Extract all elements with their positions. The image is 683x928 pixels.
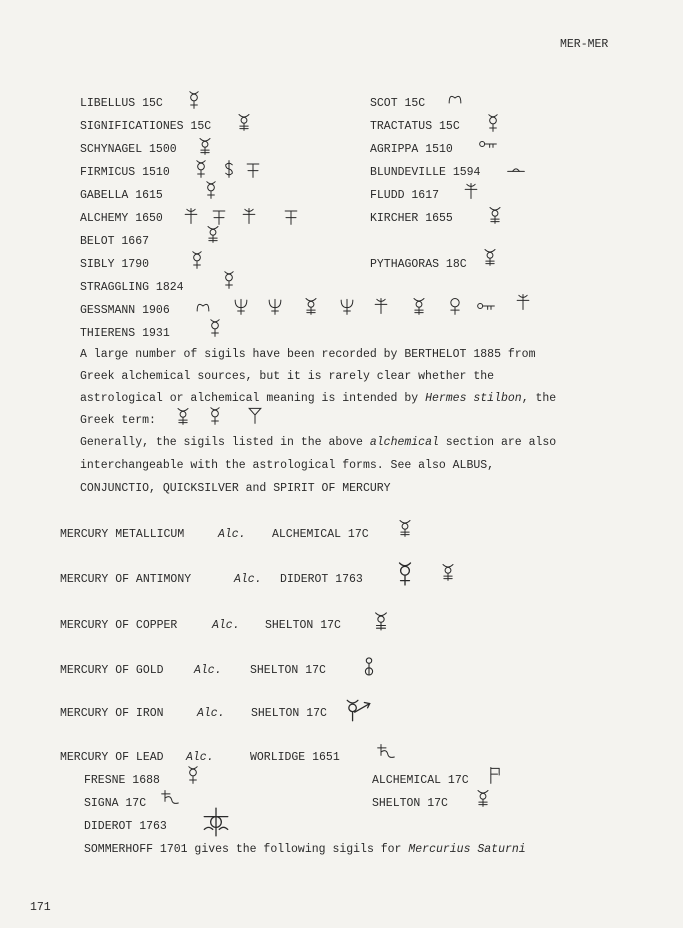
entry-term: MERCURY METALLICUM bbox=[60, 528, 185, 541]
mercury-sigil-icon bbox=[372, 604, 390, 638]
mercury-sigil-icon bbox=[174, 406, 192, 426]
mercury-sigil-icon bbox=[206, 406, 224, 426]
trident-sigil-icon bbox=[410, 296, 428, 316]
mercury-sigil-icon bbox=[220, 270, 238, 290]
paragraph-line: A large number of sigils have been recorded by BERTHELOT 1885 from bbox=[80, 348, 536, 361]
ram-sigil-icon bbox=[194, 296, 212, 316]
entry-term: MERCURY OF COPPER bbox=[60, 619, 178, 632]
entry-firmicus: FIRMICUS 1510 bbox=[80, 166, 170, 179]
entry-libellus: LIBELLUS 15C bbox=[80, 97, 163, 110]
closing-text: SOMMERHOFF 1701 gives the following sigils for bbox=[84, 843, 409, 856]
sub-entry-diderot: DIDEROT 1763 bbox=[84, 820, 167, 833]
key-sigil-icon bbox=[474, 296, 498, 316]
sub-entry-shelton: SHELTON 17C bbox=[372, 797, 448, 810]
entry-term: MERCURY OF IRON bbox=[60, 707, 164, 720]
sun-sigil-icon bbox=[446, 296, 464, 316]
entry-alchemy: ALCHEMY 1650 bbox=[80, 212, 163, 225]
entry-significationes: SIGNIFICATIONES 15C bbox=[80, 120, 212, 133]
trident-sigil-icon bbox=[266, 296, 284, 316]
entry-belot: BELOT 1667 bbox=[80, 235, 150, 248]
paragraph-text: , the bbox=[521, 392, 557, 405]
paragraph-text: Generally, the sigils listed in the above bbox=[80, 436, 370, 449]
cross-sigil-icon bbox=[462, 181, 480, 201]
entry-gessmann: GESSMANN 1906 bbox=[80, 304, 170, 317]
trident-sigil-icon bbox=[302, 296, 320, 316]
paragraph-text: astrological or alchemical meaning is intended by bbox=[80, 392, 426, 405]
mercury-sigil-icon bbox=[396, 518, 414, 538]
phi-sigil-icon bbox=[200, 806, 232, 838]
closing-italic: Mercurius Saturni bbox=[408, 843, 526, 856]
sub-entry-alchemical: ALCHEMICAL 17C bbox=[372, 774, 469, 787]
entry-schynagel: SCHYNAGEL 1500 bbox=[80, 143, 177, 156]
mercury-sigil-icon bbox=[202, 180, 220, 200]
entry-blundeville: BLUNDEVILLE 1594 bbox=[370, 166, 481, 179]
entry-tag: Alc. bbox=[212, 619, 240, 632]
tri-sigil-icon bbox=[246, 405, 264, 425]
entry-tag: Alc. bbox=[197, 707, 225, 720]
entry-tag: Alc. bbox=[234, 573, 262, 586]
line-sigil-icon bbox=[504, 158, 528, 178]
mercury-sigil-icon bbox=[183, 90, 205, 110]
flag-sigil-icon bbox=[486, 765, 504, 785]
cross-sigil-icon bbox=[514, 292, 532, 312]
entry-tag: Alc. bbox=[194, 664, 222, 677]
trident-sigil-icon bbox=[232, 296, 250, 316]
mercury-sigil-icon bbox=[394, 560, 416, 588]
mercury-sigil-icon bbox=[235, 112, 253, 132]
paragraph-line bbox=[80, 392, 556, 405]
page-number: 171 bbox=[30, 901, 51, 914]
closing-line bbox=[84, 843, 526, 856]
paragraph-italic: Hermes stilbon bbox=[425, 392, 522, 405]
mercury-sigil-icon bbox=[188, 250, 206, 270]
entry-tag: Alc. bbox=[218, 528, 246, 541]
entry-source: ALCHEMICAL 17C bbox=[272, 528, 369, 541]
trident-sigil-icon bbox=[338, 296, 356, 316]
entry-tractatus: TRACTATUS 15C bbox=[370, 120, 460, 133]
mercury-sigil-icon bbox=[192, 159, 210, 179]
entry-gabella: GABELLA 1615 bbox=[80, 189, 163, 202]
saturn-sigil-icon bbox=[372, 742, 400, 762]
entry-thierens: THIERENS 1931 bbox=[80, 327, 170, 340]
entry-pythagoras: PYTHAGORAS 18C bbox=[370, 258, 467, 271]
paragraph-italic: alchemical bbox=[369, 436, 439, 449]
orb-sigil-icon bbox=[360, 650, 378, 682]
entry-agrippa: AGRIPPA 1510 bbox=[370, 143, 453, 156]
saturn-sigil-icon bbox=[474, 788, 492, 808]
mercury-sigil-icon bbox=[482, 113, 504, 133]
entry-scot: SCOT 15C bbox=[370, 97, 426, 110]
mercury-sigil-icon bbox=[184, 765, 202, 785]
mercury-sigil-icon bbox=[204, 224, 222, 244]
saturn-sigil-icon bbox=[158, 788, 182, 808]
entry-fludd: FLUDD 1617 bbox=[370, 189, 440, 202]
cross-sigil-icon bbox=[182, 206, 200, 226]
paragraph-line: interchangeable with the astrological forms. See also ALBUS, bbox=[80, 459, 495, 472]
entry-source: SHELTON 17C bbox=[265, 619, 341, 632]
dollar-sigil-icon bbox=[220, 159, 238, 179]
ram-sigil-icon bbox=[446, 88, 464, 108]
cross-sigil-icon bbox=[372, 296, 390, 316]
paragraph-line: CONJUNCTIO, QUICKSILVER and SPIRIT OF MERCURY bbox=[80, 482, 391, 495]
paragraph-text: section are also bbox=[438, 436, 557, 449]
paragraph-line: Greek term: bbox=[80, 414, 156, 427]
paragraph-line: Greek alchemical sources, but it is rarely clear whether the bbox=[80, 370, 495, 383]
entry-kircher: KIRCHER 1655 bbox=[370, 212, 453, 225]
entry-source: WORLIDGE 1651 bbox=[250, 751, 340, 764]
mercury-sigil-icon bbox=[206, 318, 224, 338]
running-head: MER-MER bbox=[560, 38, 609, 51]
cross-sigil-icon bbox=[240, 206, 258, 226]
mercury-sigil-icon bbox=[486, 205, 504, 225]
cross-sigil-icon bbox=[210, 206, 228, 226]
tee-sigil-icon bbox=[244, 159, 262, 179]
entry-sibly: SIBLY 1790 bbox=[80, 258, 150, 271]
entry-source: SHELTON 17C bbox=[251, 707, 327, 720]
key-sigil-icon bbox=[474, 134, 502, 154]
entry-term: MERCURY OF ANTIMONY bbox=[60, 573, 192, 586]
arrow-sigil-icon bbox=[344, 697, 374, 723]
orb-sigil-icon bbox=[436, 562, 460, 582]
entry-source: DIDEROT 1763 bbox=[280, 573, 363, 586]
paragraph-line bbox=[80, 436, 556, 449]
mercury-sigil-icon bbox=[196, 136, 214, 156]
cross-sigil-icon bbox=[282, 206, 300, 226]
sub-entry-signa: SIGNA 17C bbox=[84, 797, 147, 810]
entry-term: MERCURY OF LEAD bbox=[60, 751, 164, 764]
entry-term: MERCURY OF GOLD bbox=[60, 664, 164, 677]
mercury-sigil-icon bbox=[478, 247, 502, 267]
entry-straggling: STRAGGLING 1824 bbox=[80, 281, 184, 294]
entry-source: SHELTON 17C bbox=[250, 664, 326, 677]
sub-entry-fresne: FRESNE 1688 bbox=[84, 774, 160, 787]
entry-tag: Alc. bbox=[186, 751, 214, 764]
